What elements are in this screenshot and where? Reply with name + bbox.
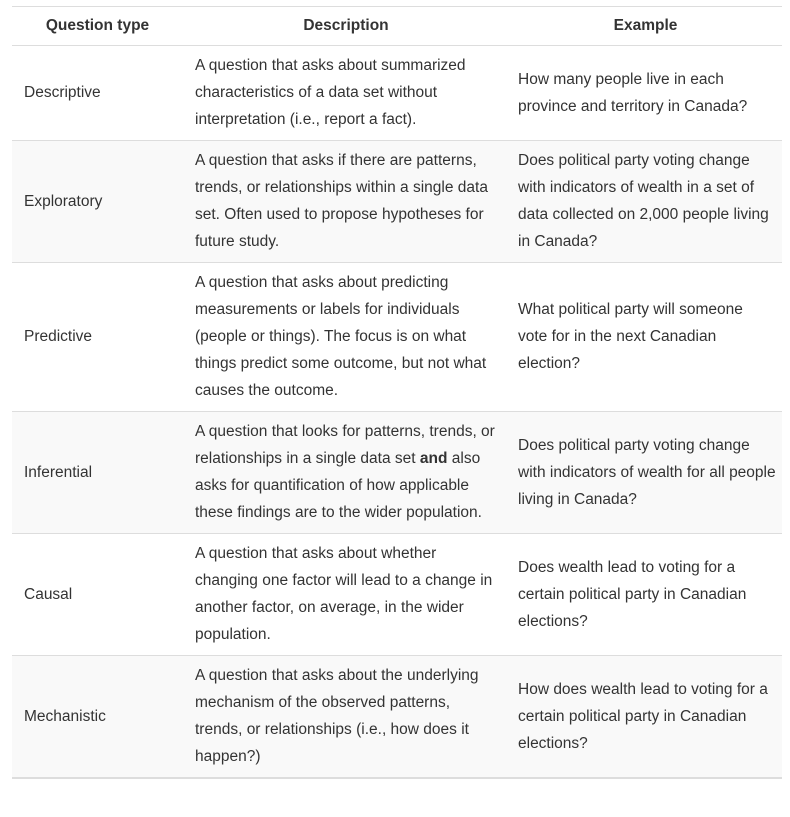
description-cell: A question that asks if there are patterns, trends, or relationships within a single data set. Often used to propose hypotheses for future study. (183, 141, 509, 263)
table-row (12, 263, 782, 412)
description-cell: A question that asks about summarized characteristics of a data set without interpretation (i.e., report a fact). (183, 46, 509, 141)
example-cell: How many people live in each province and territory in Canada? (509, 46, 782, 141)
header-question-type: Question type (12, 7, 183, 46)
header-description: Description (183, 7, 509, 46)
description-cell: A question that asks about predicting measurements or labels for individuals (people or things). The focus is on what things predict some outcome, but not what causes the outcome. (183, 263, 509, 412)
description-cell: A question that asks about the underlying mechanism of the observed patterns, trends, or relationships (i.e., how does it happen?) (183, 656, 509, 779)
description-text: A question that looks for patterns, trends, or relationships in a single data set (195, 423, 495, 467)
question-type-cell: Mechanistic (12, 656, 183, 779)
table-row (12, 412, 782, 534)
header-example: Example (509, 7, 782, 46)
example-cell: How does wealth lead to voting for a certain political party in Canadian elections? (509, 656, 782, 779)
header-row (12, 7, 782, 46)
example-cell: What political party will someone vote for in the next Canadian election? (509, 263, 782, 412)
question-type-cell: Descriptive (12, 46, 183, 141)
question-types-table (12, 6, 782, 779)
question-type-cell: Causal (12, 534, 183, 656)
table-row (12, 141, 782, 263)
table-row (12, 656, 782, 779)
table-header (12, 7, 782, 46)
question-type-cell: Exploratory (12, 141, 183, 263)
description-cell: A question that asks about whether changing one factor will lead to a change in another factor, on average, in the wider population. (183, 534, 509, 656)
example-cell: Does political party voting change with indicators of wealth in a set of data collected on 2,000 people living in Canada? (509, 141, 782, 263)
question-type-cell: Inferential (12, 412, 183, 534)
description-text: also asks for quantification of how applicable these findings are to the wider population. (195, 450, 482, 521)
example-cell: Does political party voting change with indicators of wealth for all people living in Canada? (509, 412, 782, 534)
question-type-cell: Predictive (12, 263, 183, 412)
table-body (12, 46, 782, 779)
description-cell (183, 412, 509, 534)
example-cell: Does wealth lead to voting for a certain political party in Canadian elections? (509, 534, 782, 656)
table-row (12, 534, 782, 656)
description-emphasis: and (419, 450, 448, 467)
table-row (12, 46, 782, 141)
